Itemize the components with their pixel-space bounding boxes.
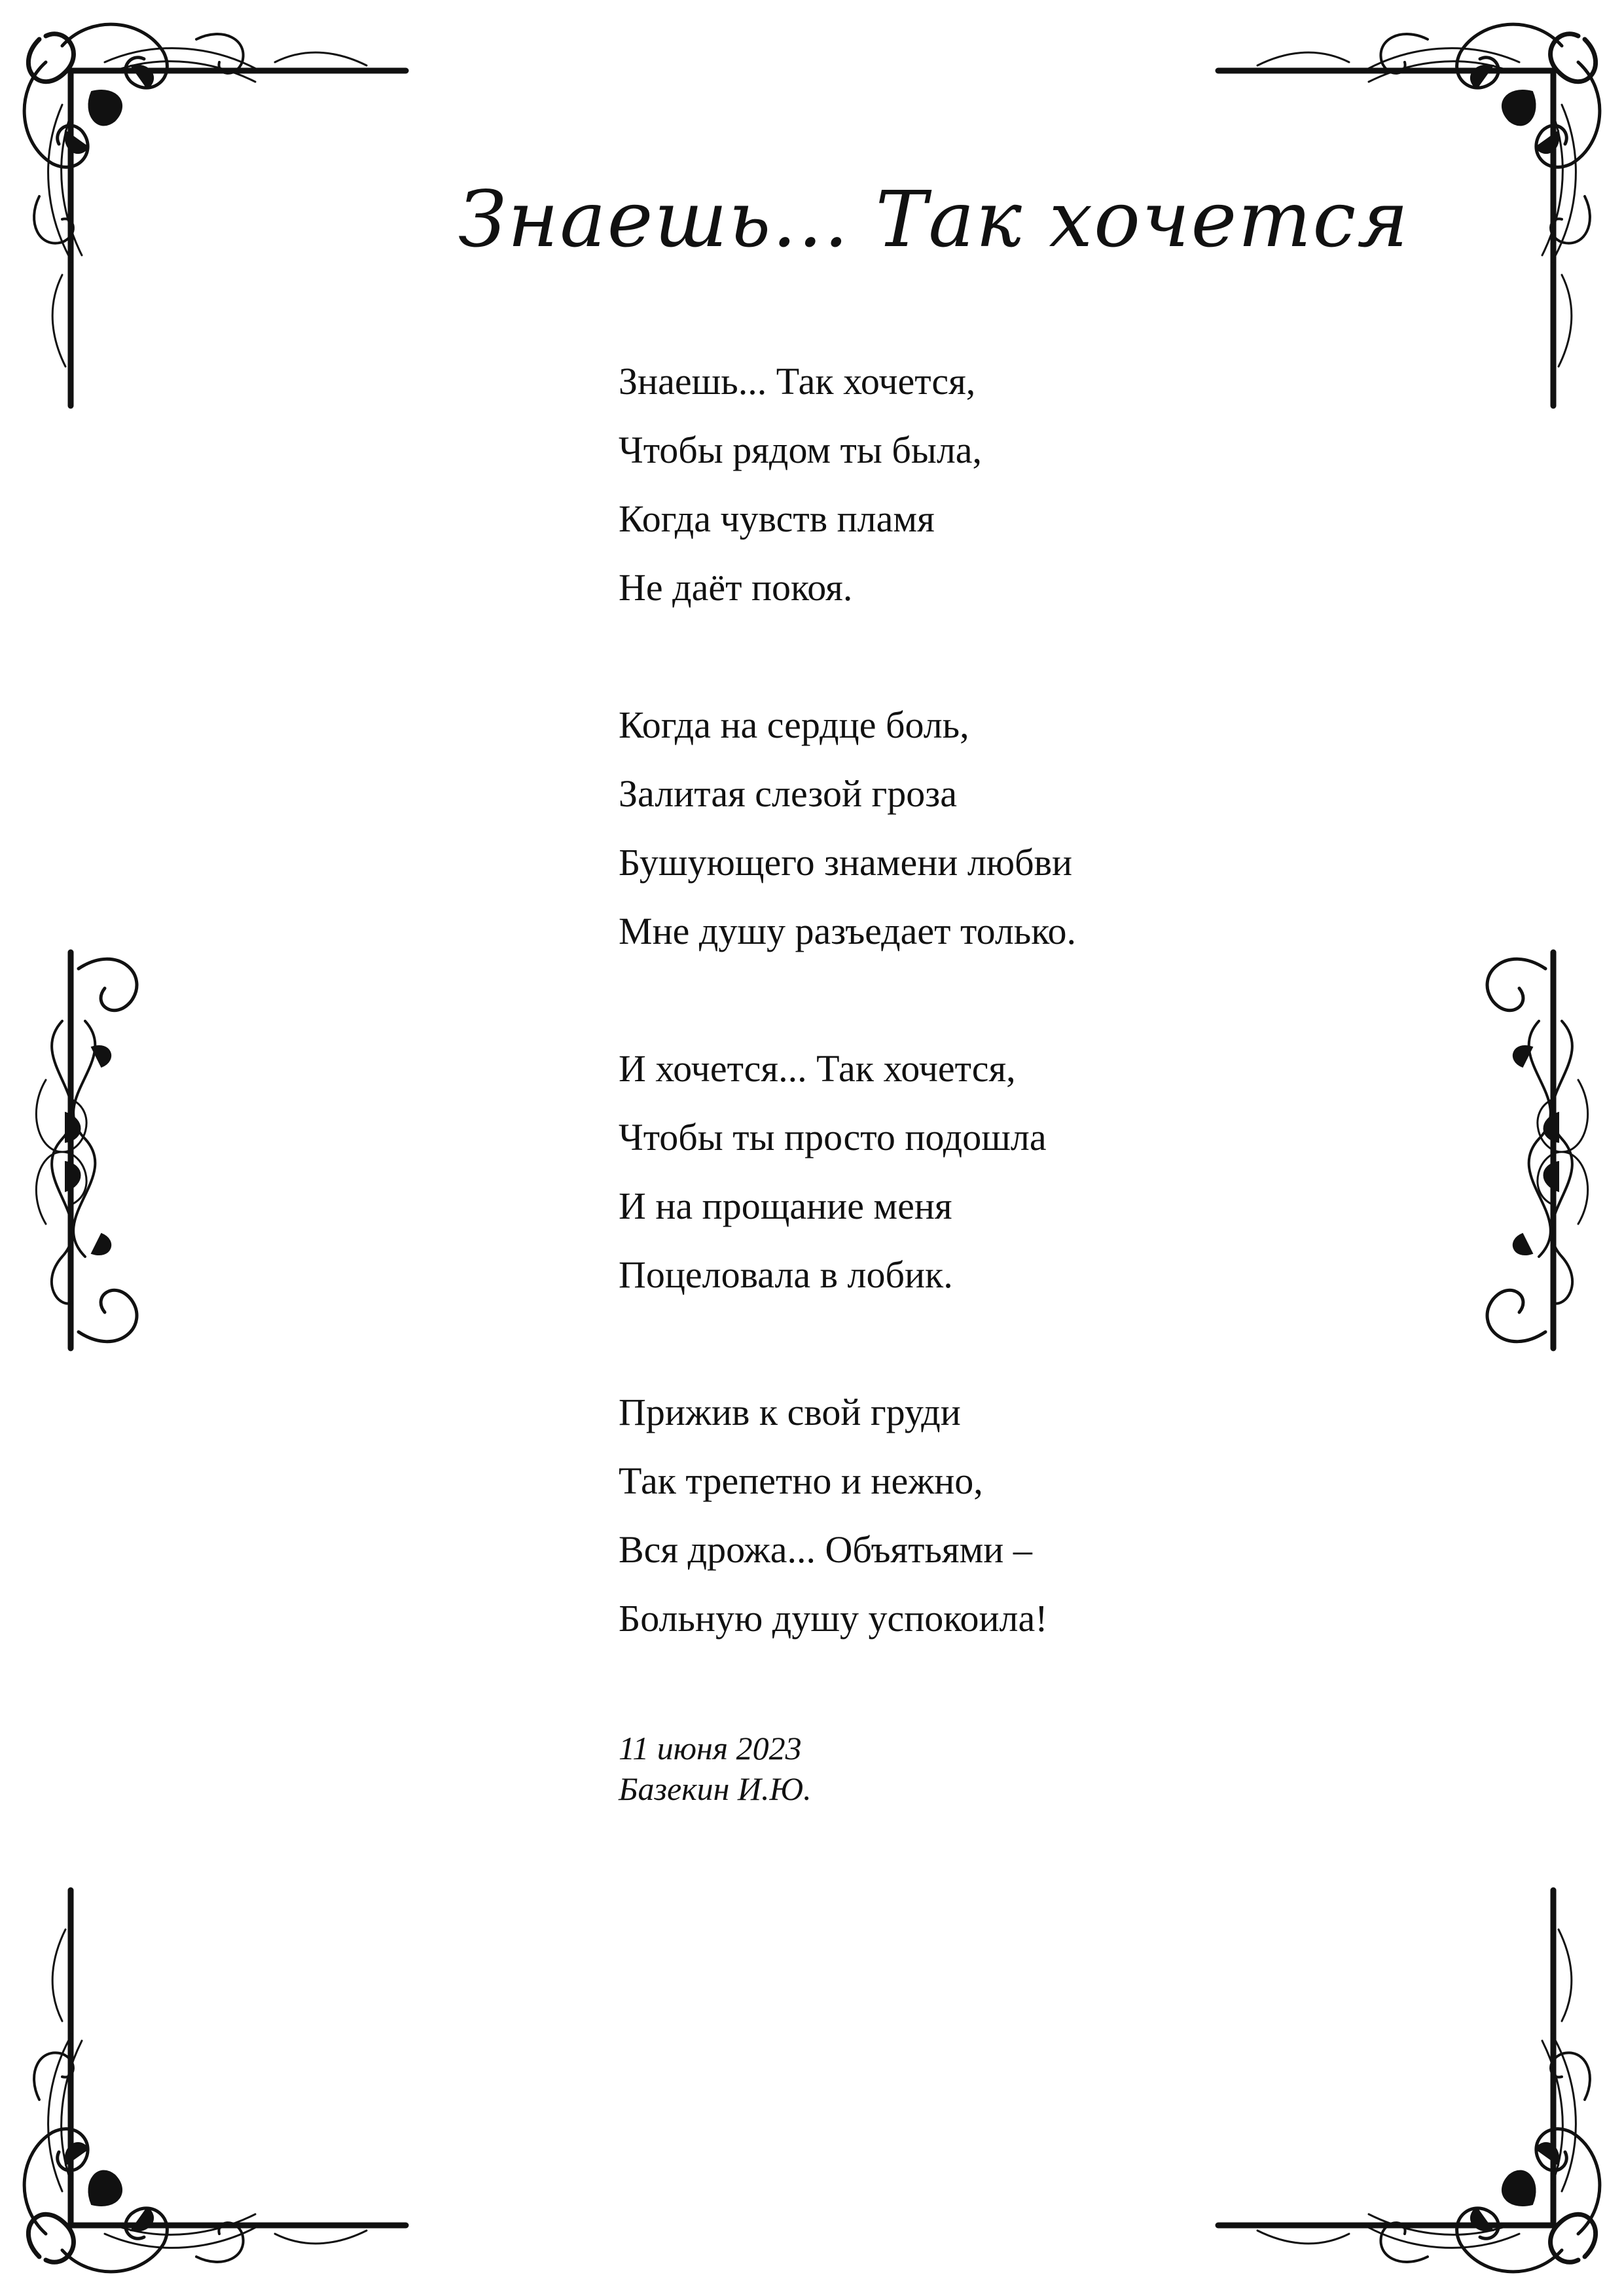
poem-line: Вся дрожа... Объятьями –: [619, 1528, 1032, 1571]
poem-line: Мне душу разъедает только.: [619, 910, 1076, 952]
top-left-flourish-icon: [24, 24, 406, 406]
bottom-right-flourish-icon: [1218, 1890, 1600, 2272]
poem-title: Знаешь... Так хочется: [458, 174, 1410, 264]
poem-author: Базекин И.Ю.: [619, 1770, 812, 1807]
poem-line: Залитая слезой гроза: [619, 772, 957, 815]
right-side-flourish-icon: [1487, 952, 1588, 1348]
poem-line: Когда на сердце боль,: [619, 704, 969, 746]
stanza: [619, 347, 1470, 622]
poem-line: И хочется... Так хочется,: [619, 1047, 1016, 1090]
signature-block: [619, 1728, 1142, 1809]
poem-body: [619, 347, 1470, 1721]
stanza: [619, 1378, 1470, 1653]
stanza: [619, 691, 1470, 965]
poem-line: И на прощание меня: [619, 1185, 952, 1227]
poem-line: Не даёт покоя.: [619, 566, 853, 609]
poem-date: 11 июня 2023: [619, 1730, 802, 1767]
poem-line: Когда чувств пламя: [619, 497, 935, 540]
poem-line: Поцеловала в лобик.: [619, 1253, 953, 1296]
poem-line: Чтобы рядом ты была,: [619, 429, 983, 471]
poem-line: Прижив к свой груди: [619, 1391, 961, 1433]
bottom-left-flourish-icon: [24, 1890, 406, 2272]
poem-line: Чтобы ты просто подошла: [619, 1116, 1047, 1158]
poem-line: Больную душу успокоила!: [619, 1597, 1048, 1640]
poem-line: Бушующего знамени любви: [619, 841, 1073, 884]
poem-line: Так трепетно и нежно,: [619, 1460, 983, 1502]
left-side-flourish-icon: [36, 952, 137, 1348]
poem-line: Знаешь... Так хочется,: [619, 360, 976, 403]
stanza: [619, 1034, 1470, 1309]
